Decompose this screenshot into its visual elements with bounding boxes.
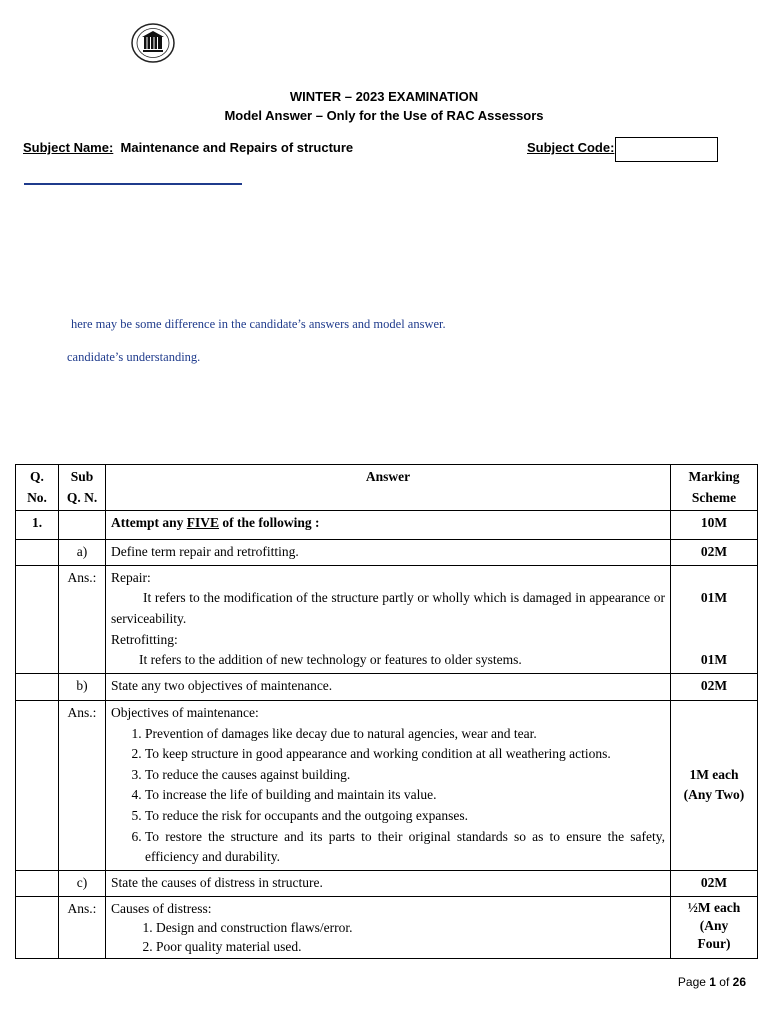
marks (671, 565, 758, 673)
table-row (16, 511, 758, 540)
marks: 02M (671, 540, 758, 566)
list-item: 1. Design and construction flaws/error. (156, 918, 665, 937)
list-item: 2. Poor quality material used. (156, 937, 665, 956)
subject-name (23, 140, 353, 155)
table-header-row (16, 465, 758, 511)
q1-text-post: of the following : (219, 515, 320, 531)
header-subqn: Sub Q. N. (59, 465, 106, 511)
table-row (16, 896, 758, 958)
model-answer-title: Model Answer – Only for the Use of RAC Assessors (224, 108, 544, 123)
mark-line-3: Four) (697, 935, 731, 951)
empty-cell (16, 896, 59, 958)
divider-rule (24, 183, 242, 185)
mark-line-2: (Any Two) (683, 787, 745, 803)
header-marking: Marking Scheme (671, 465, 758, 511)
question-text (106, 511, 671, 540)
sub-question-text: State the causes of distress in structure. (106, 870, 671, 896)
list-item: 1. Prevention of damages like decay due to natural agencies, wear and tear. (145, 724, 665, 745)
empty-cell (16, 673, 59, 700)
empty-cell (16, 700, 59, 870)
empty-cell (16, 540, 59, 566)
page-middle: of (715, 975, 733, 989)
answer-label: Ans.: (59, 700, 106, 870)
answer-label: Ans.: (59, 565, 106, 673)
repair-text: It refers to the modification of the structure partly or wholly which is damaged in appearance or serviceability. (111, 590, 665, 626)
header-answer: Answer (106, 465, 671, 511)
table-row (16, 870, 758, 896)
mark-line-1: ½M each (687, 899, 741, 915)
note-line-1: here may be some difference in the candidate’s answers and model answer. (71, 317, 446, 331)
table-row (16, 540, 758, 566)
table-row (16, 700, 758, 870)
subject-code-label: Subject Code: (527, 140, 615, 155)
marks (671, 896, 758, 958)
mark-line-2: (Any (699, 917, 729, 933)
board-logo (128, 20, 178, 66)
mark-repair: 01M (700, 589, 728, 605)
q1-text-pre: Attempt any (111, 515, 187, 531)
page-prefix: Page (677, 975, 710, 989)
empty-cell (16, 870, 59, 896)
q1-text-emph: FIVE (186, 515, 220, 531)
subject-code-box (615, 137, 718, 162)
empty-cell (59, 511, 106, 540)
note-line-2: candidate’s understanding. (67, 350, 201, 364)
mark-line-1: 1M each (689, 766, 739, 782)
exam-title: WINTER – 2023 EXAMINATION (289, 89, 479, 104)
page-footer (678, 975, 746, 989)
list-item: 3. To reduce the causes against building. (145, 765, 665, 786)
answer-body (106, 565, 671, 673)
list-item: 6. To restore the structure and its parts to their original standards so as to ensure the safety, efficiency and durability. (145, 827, 665, 868)
answer-body (106, 896, 671, 958)
mark-retrofitting: 01M (700, 652, 728, 668)
sub-question-text: Define term repair and retrofitting. (106, 540, 671, 566)
subject-name-label: Subject Name: (23, 140, 114, 155)
list-item: 2. To keep structure in good appearance and working condition at all weathering actions. (145, 744, 665, 765)
objectives-heading: Objectives of maintenance: (111, 704, 259, 720)
page-current: 1 (709, 975, 716, 989)
sub-question-number: a) (59, 540, 106, 566)
marks: 02M (671, 870, 758, 896)
marks: 10M (671, 511, 758, 540)
answer-label: Ans.: (59, 896, 106, 958)
header-qno: Q. No. (16, 465, 59, 511)
table-row (16, 565, 758, 673)
question-number: 1. (16, 511, 59, 540)
marks (671, 700, 758, 870)
subject-name-value: Maintenance and Repairs of structure (120, 140, 354, 155)
sub-question-number: c) (59, 870, 106, 896)
marks: 02M (671, 673, 758, 700)
causes-heading: Causes of distress: (111, 900, 212, 916)
retrofitting-text: It refers to the addition of new technology or features to older systems. (139, 652, 522, 668)
sub-question-number: b) (59, 673, 106, 700)
list-item: 5. To reduce the risk for occupants and the outgoing expanses. (145, 806, 665, 827)
answer-table (15, 464, 758, 959)
answer-body (106, 700, 671, 870)
empty-cell (16, 565, 59, 673)
page-total: 26 (732, 975, 746, 989)
list-item: 4. To increase the life of building and maintain its value. (145, 785, 665, 806)
repair-heading: Repair: (111, 569, 151, 585)
table-row (16, 673, 758, 700)
retrofitting-heading: Retrofitting: (111, 631, 178, 647)
sub-question-text: State any two objectives of maintenance. (106, 673, 671, 700)
